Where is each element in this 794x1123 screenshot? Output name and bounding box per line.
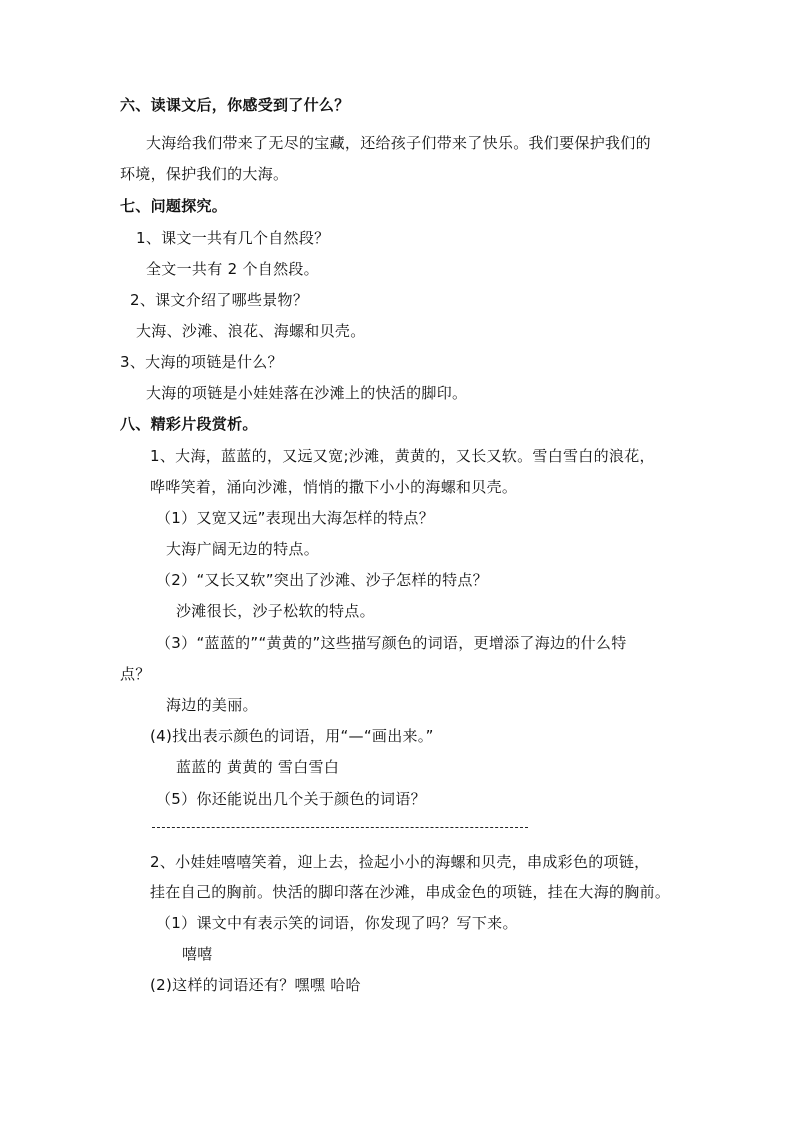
passage-1-question-1: （1）又宽又远”表现出大海怎样的特点？ (156, 509, 435, 527)
passage-1-answer-4: 蓝蓝的 黄黄的 雪白雪白 (176, 758, 340, 776)
section-7-answer-1: 全文一共有 2 个自然段。 (146, 260, 319, 278)
passage-2-line-2: 挂在自己的胸前。快活的脚印落在沙滩，串成金色的项链，挂在大海的胸前。 (150, 883, 671, 901)
passage-1-question-3-line-2: 点？ (120, 665, 151, 683)
passage-1-line-1: 1、大海，蓝蓝的，又远又宽;沙滩，黄黄的，又长又软。雪白雪白的浪花， (150, 447, 655, 465)
passage-1-answer-2: 沙滩很长，沙子松软的特点。 (176, 602, 375, 620)
section-6-heading: 六、读课文后，你感受到了什么？ (120, 96, 350, 114)
section-7-answer-3: 大海的项链是小娃娃落在沙滩上的快活的脚印。 (146, 384, 468, 402)
section-8-heading: 八、精彩片段赏析。 (120, 415, 258, 433)
section-6-answer-line-1: 大海给我们带来了无尽的宝藏，还给孩子们带来了快乐。我们要保护我们的 (146, 134, 651, 152)
passage-1-question-4: (4)找出表示颜色的词语，用“—“画出来。” (150, 727, 434, 745)
section-6-answer-line-2: 环境，保护我们的大海。 (120, 165, 289, 183)
passage-1-question-3-line-1: （3）“蓝蓝的”“黄黄的”这些描写颜色的词语，更增添了海边的什么特 (156, 634, 627, 652)
answer-blank-line (152, 827, 528, 828)
passage-1-question-5: （5）你还能说出几个关于颜色的词语？ (156, 790, 426, 808)
section-7-question-2: 2、课文介绍了哪些景物？ (130, 291, 309, 309)
passage-2-line-1: 2、小娃娃嘻嘻笑着，迎上去，捡起小小的海螺和贝壳，串成彩色的项链， (150, 853, 650, 871)
passage-2-question-2: (2)这样的词语还有？嘿嘿 哈哈 (150, 976, 361, 994)
passage-1-line-2: 哗哗笑着，涌向沙滩，悄悄的撒下小小的海螺和贝壳。 (150, 478, 518, 496)
passage-2-answer-1: 嘻嘻 (182, 945, 213, 963)
section-7-question-3: 3、大海的项链是什么？ (120, 353, 283, 371)
section-7-heading: 七、问题探究。 (120, 197, 228, 215)
section-7-answer-2: 大海、沙滩、浪花、海螺和贝壳。 (136, 322, 366, 340)
passage-1-question-2: （2）“又长又软”突出了沙滩、沙子怎样的特点？ (156, 571, 488, 589)
section-7-question-1: 1、课文一共有几个自然段？ (136, 229, 330, 247)
passage-2-question-1: （1）课文中有表示笑的词语，你发现了吗？写下来。 (156, 914, 518, 932)
passage-1-answer-1: 大海广阔无边的特点。 (166, 540, 320, 558)
passage-1-answer-3: 海边的美丽。 (166, 696, 258, 714)
